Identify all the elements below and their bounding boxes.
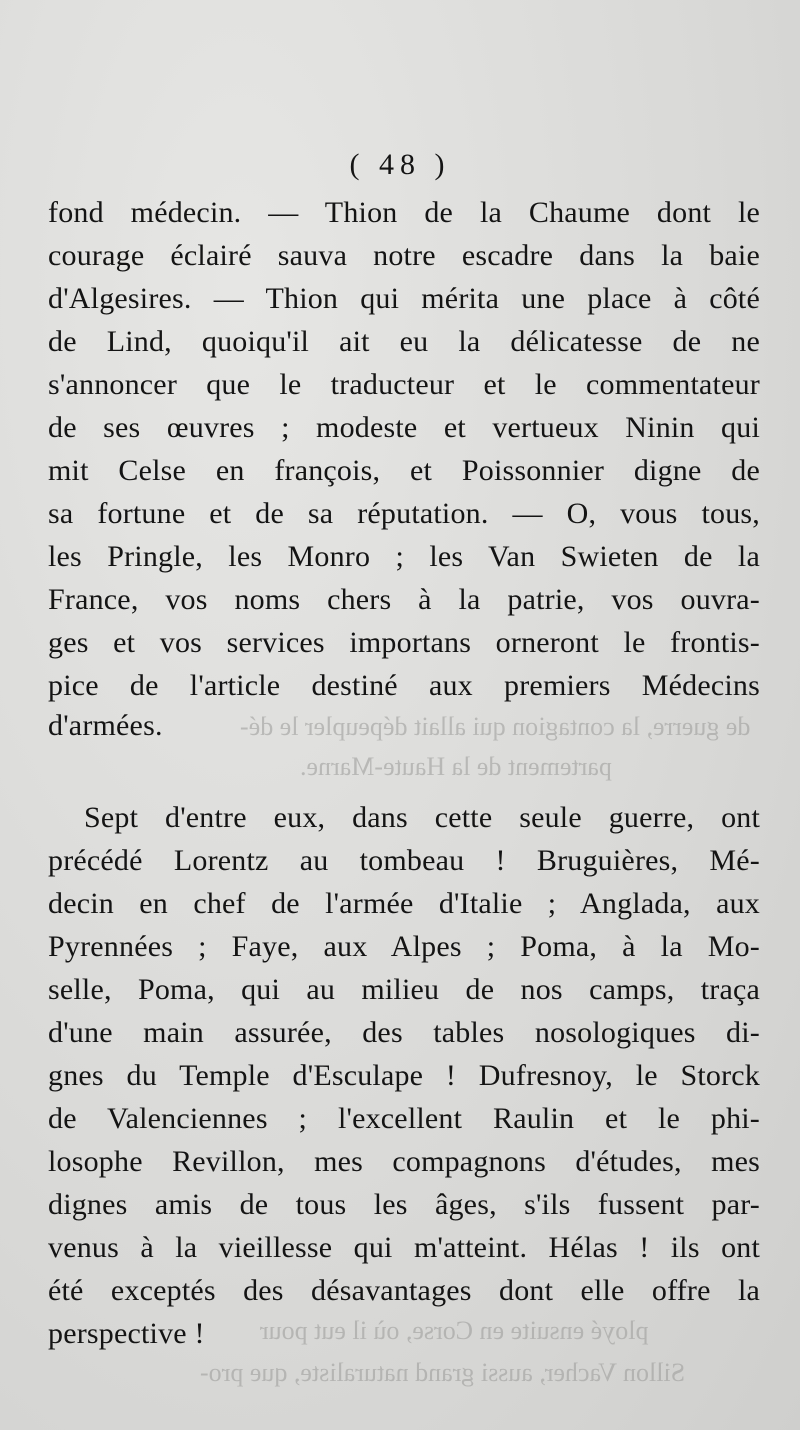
- text-line: pice de l'article destiné aux premiers Médecins: [48, 669, 760, 702]
- bleed-through-decoration: Sillon Vacher, aussi grand naturaliste, que pro-: [200, 1358, 686, 1387]
- text-line: été exceptés des désavantages dont elle offre la: [48, 1274, 760, 1307]
- text-line: perspective !: [48, 1317, 205, 1350]
- bleed-through-decoration: partement de la Haute-Marne.: [300, 752, 612, 781]
- text-line: venus à la vieillesse qui m'atteint. Hélas ! ils ont: [48, 1231, 760, 1264]
- bleed-through-decoration: ployé ensuite en Corse, où il eut pour: [260, 1316, 649, 1345]
- text-line: Sept d'entre eux, dans cette seule guerre, ont: [84, 801, 760, 834]
- text-line: selle, Poma, qui au milieu de nos camps, traça: [48, 973, 760, 1006]
- text-line: courage éclairé sauva notre escadre dans la baie: [48, 239, 760, 272]
- text-line: d'armées.: [48, 709, 163, 742]
- text-line: losophe Revillon, mes compagnons d'études, mes: [48, 1145, 760, 1178]
- text-line: fond médecin. — Thion de la Chaume dont le: [48, 196, 760, 229]
- text-line: d'une main assurée, des tables nosologiques di-: [48, 1016, 760, 1049]
- text-line: s'annoncer que le traducteur et le commentateur: [48, 368, 760, 401]
- text-line: Pyrennées ; Faye, aux Alpes ; Poma, à la Mo-: [48, 930, 760, 963]
- text-line: d'Algesires. — Thion qui mérita une place à côté: [48, 282, 760, 315]
- text-line: de ses œuvres ; modeste et vertueux Ninin qui: [48, 411, 760, 444]
- text-line: sa fortune et de sa réputation. — O, vous tous,: [48, 497, 760, 530]
- text-line: précédé Lorentz au tombeau ! Bruguières, Mé-: [48, 844, 760, 877]
- text-line: mit Celse en françois, et Poissonnier digne de: [48, 454, 760, 487]
- text-line: gnes du Temple d'Esculape ! Dufresnoy, le Storck: [48, 1059, 760, 1092]
- text-line: les Pringle, les Monro ; les Van Swieten de la: [48, 540, 760, 573]
- text-line: France, vos noms chers à la patrie, vos ouvra-: [48, 583, 760, 616]
- text-line: ges et vos services importans orneront le frontis-: [48, 626, 760, 659]
- bleed-through-decoration: de guerre, la contagion qui allait dépeupler le dé-: [240, 712, 751, 741]
- page-number: ( 48 ): [349, 148, 451, 181]
- text-line: de Lind, quoiqu'il ait eu la délicatesse de ne: [48, 325, 760, 358]
- text-line: decin en chef de l'armée d'Italie ; Anglada, aux: [48, 887, 760, 920]
- text-line: dignes amis de tous les âges, s'ils fussent par-: [48, 1188, 760, 1221]
- text-line: de Valenciennes ; l'excellent Raulin et le phi-: [48, 1102, 760, 1135]
